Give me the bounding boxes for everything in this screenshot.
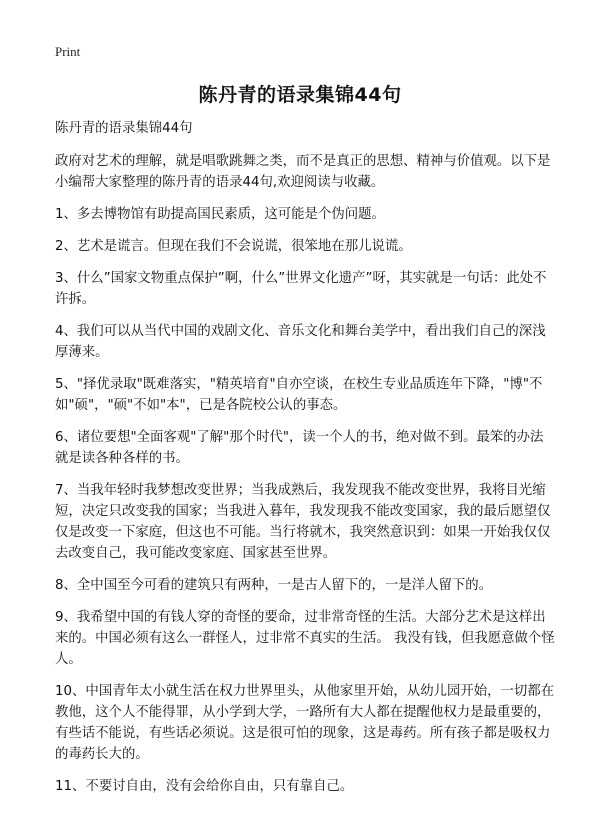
quote-item-8: 8、全中国至今可看的建筑只有两种，一是古人留下的，一是洋人留下的。 <box>55 578 493 593</box>
article-intro: 政府对艺术的理解，就是唱歌跳舞之类，而不是真正的思想、精神与价值观。以下是小编帮大家整理的陈丹青的语录44句,欢迎阅读与收藏。 <box>55 154 551 190</box>
quote-item-5: 5、"择优录取"既难落实，"精英培育"自亦空谈，在校生专业品质连年下降，"博"不如"硕"，"硕"不如"本"，已是各院校公认的事态。 <box>55 377 543 413</box>
quote-item-3: 3、什么”国家文物重点保护”啊，什么”世界文化遗产”呀，其实就是一句话：此处不许拆。 <box>55 271 547 307</box>
page-title: 陈丹青的语录集锦44句 <box>198 84 402 106</box>
quote-item-9: 9、我希望中国的有钱人穿的奇怪的要命，过非常奇怪的生活。大部分艺术是这样出来的。中国必须有这么一群怪人，过非常不真实的生活。 我没有钱，但我愿意做个怪人。 <box>55 610 555 667</box>
quote-item-6: 6、诸位要想"全面客观"了解"那个时代"，读一个人的书，绝对做不到。最笨的办法就是读各种各样的书。 <box>55 430 544 466</box>
article-body <box>55 118 555 808</box>
quote-item-1: 1、多去博物馆有助提高国民素质，这可能是个伪问题。 <box>55 207 385 222</box>
quote-item-4: 4、我们可以从当代中国的戏剧文化、音乐文化和舞台美学中，看出我们自己的深浅厚薄来。 <box>55 324 546 360</box>
print-link[interactable]: Print <box>55 44 81 59</box>
quote-item-2: 2、艺术是谎言。但现在我们不会说谎，很笨地在那儿说谎。 <box>55 239 412 254</box>
quote-item-11: 11、不要讨自由，没有会给你自由，只有靠自己。 <box>55 779 354 794</box>
quote-item-7: 7、当我年轻时我梦想改变世界；当我成熟后，我发现我不能改变世界，我将目光缩短，决定只改变我的国家；当我进入暮年，我发现我不能改变国家，我的最后愿望仅 仅是改变一下家庭，但这也不可能。当行将就木，我突然意识到：如果一开始我仅仅去改变自己，我可能改变家庭、国家甚至世界。 <box>55 483 551 561</box>
article-subtitle: 陈丹青的语录集锦44句 <box>55 121 193 136</box>
quote-item-10: 10、中国青年太小就生活在权力世界里头，从他家里开始，从幼儿园开始，一切都在教他，这个人不能得罪，从小学到大学，一路所有大人都在提醒他权力是最重要的，有些话不能说，有些话必须说。这是很可怕的现象，这是毒药。所有孩子都是吸权力的毒药长大的。 <box>55 684 555 762</box>
